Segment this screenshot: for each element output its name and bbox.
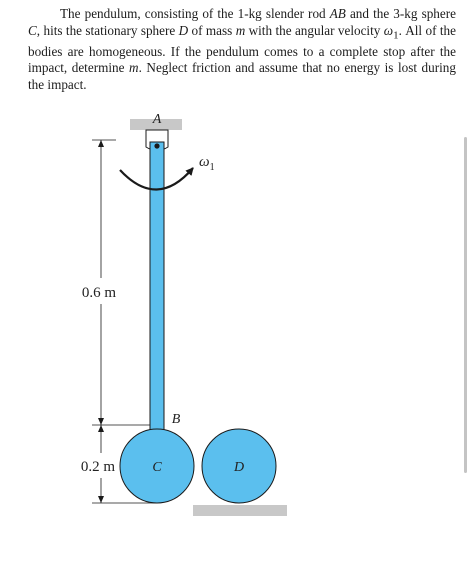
label-point-a: A [152,112,162,127]
scrollbar[interactable] [464,137,467,473]
pivot-pin [154,143,159,148]
label-sphere-diameter: 0.2 m [80,459,116,475]
label-sphere-d: D [233,460,245,475]
problem-statement: The pendulum, consisting of the 1-kg slender rod AB and the 3-kg sphere C, hits the stationary sphere D of mass m with the angular velocity $\omega_1$. All of the bodies are homogeneous. If the pendulum comes to a complete stop after the impact, determine m. Neglect friction and assume that no energy is lost during the impact. [28,6,456,92]
floor [193,505,287,516]
label-omega: $\omega_1$ [199,154,215,173]
label-sphere-c: C [152,460,162,475]
rod-ab [150,142,164,434]
label-point-b: B [171,412,181,427]
label-rod-length: 0.6 m [81,285,117,301]
